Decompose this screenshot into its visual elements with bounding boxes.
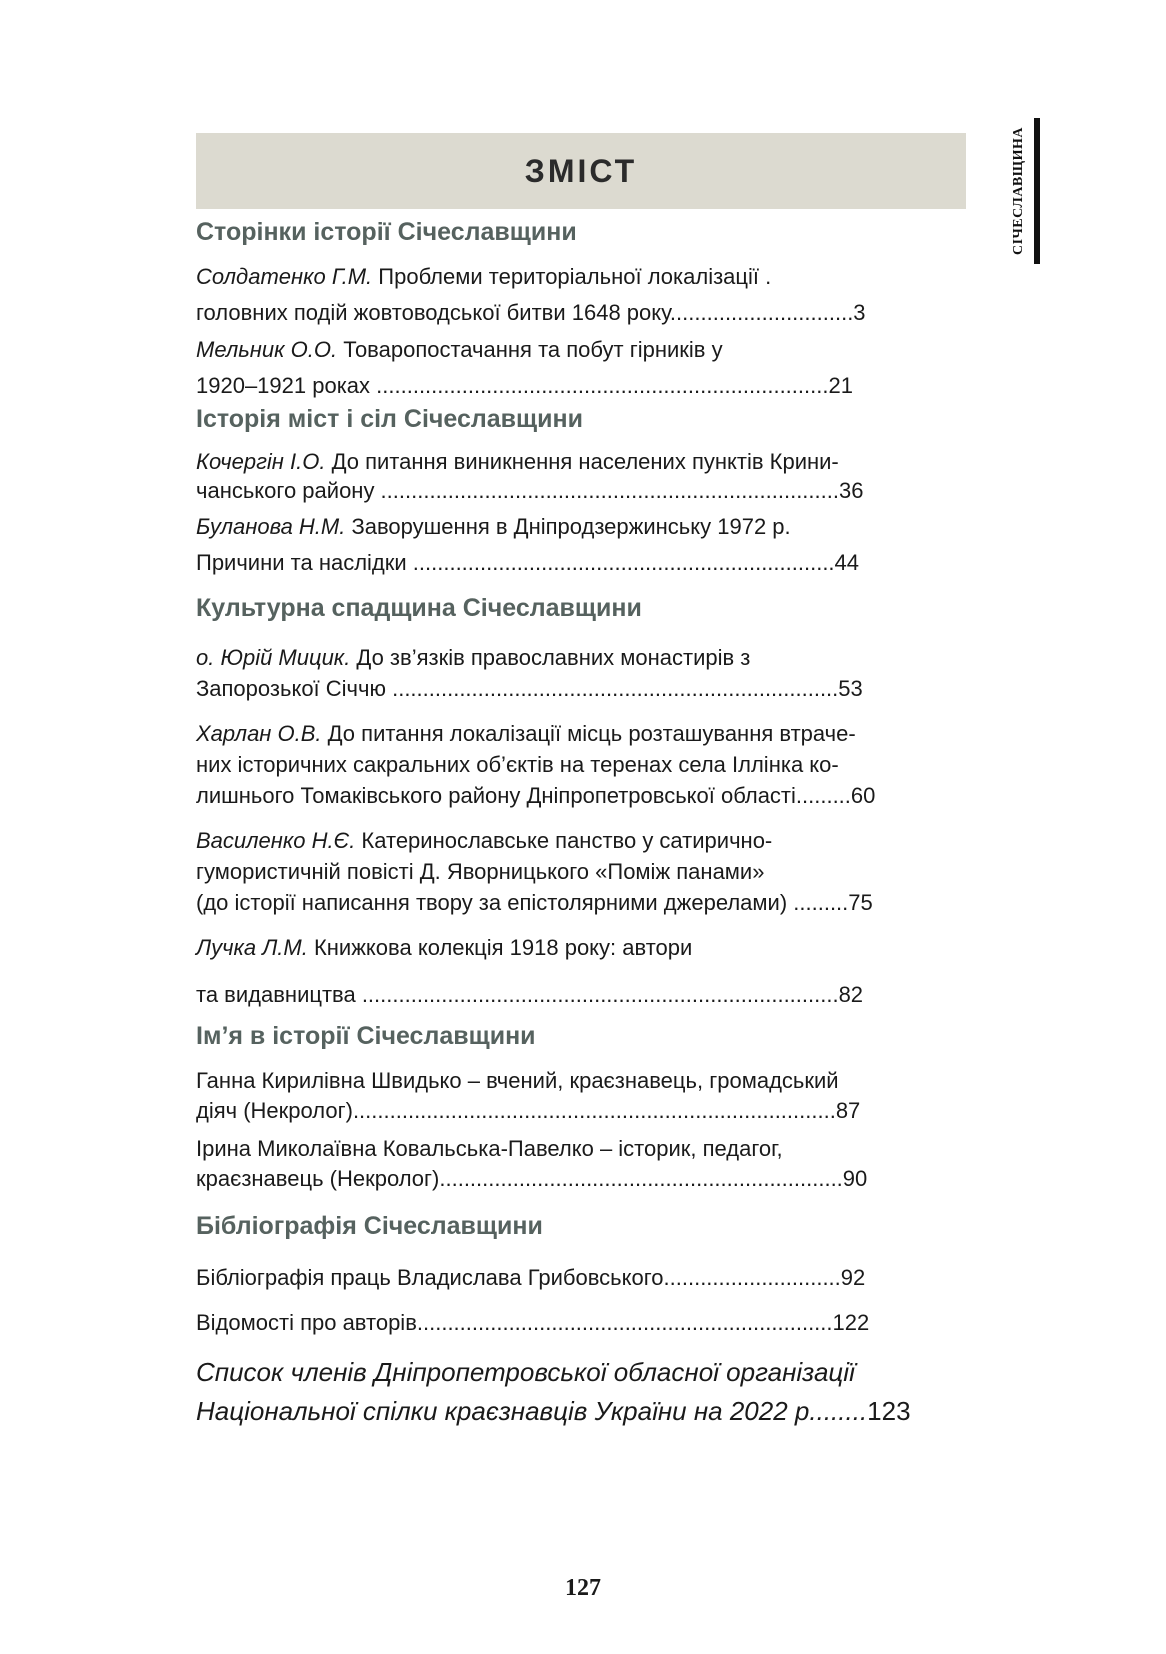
entry-author: Мельник О.О. — [196, 337, 338, 362]
entry-author: Василенко Н.Є. — [196, 828, 356, 853]
toc-entry-line: о. Юрій Мицик. До зв’язків православних монастирів з — [196, 645, 751, 670]
entry-author: Буланова Н.М. — [196, 514, 346, 539]
toc-entry-line: Харлан О.В. До питання локалізації місць розташування втраче- — [196, 721, 856, 746]
toc-entry-line: чанського району ...........................................................................36 — [196, 478, 864, 503]
toc-entry-line: них історичних сакральних об’єктів на теренах села Іллінка ко- — [196, 752, 839, 777]
toc-entry-line: лишнього Томаківського району Дніпропетровської області.........60 — [196, 783, 876, 808]
entry-author: о. Юрій Мицик. — [196, 645, 351, 670]
section-heading: Сторінки історії Січеславщини — [196, 218, 577, 246]
final-entry-line: Національної спілки краєзнавців України на 2022 р........123 — [196, 1396, 911, 1426]
entry-author: Кочергін І.О. — [196, 449, 326, 474]
toc-entry-line: Кочергін І.О. До питання виникнення населених пунктів Крини- — [196, 449, 839, 474]
title-banner — [196, 133, 966, 209]
final-entry-line: Список членів Дніпропетровської обласної організації — [196, 1357, 855, 1387]
toc-entry-line: Запорозької Січчю .........................................................................53 — [196, 676, 863, 701]
section-heading: Культурна спадщина Січеславщини — [196, 594, 642, 622]
toc-entry-line: та видавництва ..............................................................................82 — [196, 982, 864, 1007]
toc-entry-line: Ганна Кирилівна Швидько – вчений, краєзнавець, громадський — [196, 1068, 839, 1093]
toc-entry-line: 1920–1921 роках ..........................................................................21 — [196, 373, 853, 398]
journal-logo — [1000, 118, 1046, 264]
toc-entry-line: Ірина Миколаївна Ковальська-Павелко – історик, педагог, — [196, 1136, 783, 1161]
final-entry-page: 123 — [867, 1396, 911, 1426]
toc-entry-line: гумористичній повісті Д. Яворницького «Поміж панами» — [196, 859, 765, 884]
entry-author: Солдатенко Г.М. — [196, 264, 373, 289]
toc-entry-line: Василенко Н.Є. Катеринославське панство у сатирично- — [196, 828, 773, 853]
toc-entry-line: (до історії написання твору за епістолярними джерелами) .........75 — [196, 890, 873, 915]
section-heading: Ім’я в історії Січеславщини — [196, 1022, 536, 1050]
toc-entry-line: Відомості про авторів....................................................................122 — [196, 1310, 870, 1335]
section-heading: Бібліографія Січеславщини — [196, 1212, 543, 1240]
toc-entry-line: Причини та наслідки .....................................................................44 — [196, 550, 860, 575]
toc-entry-line: Лучка Л.М. Книжкова колекція 1918 року: автори — [196, 935, 693, 960]
toc-entry-line: Бібліографія праць Владислава Грибовського.............................92 — [196, 1265, 866, 1290]
entry-author: Харлан О.В. — [196, 721, 322, 746]
toc-entry-line: Мельник О.О. Товаропостачання та побут гірників у — [196, 337, 723, 362]
page-number: 127 — [565, 1575, 601, 1601]
toc-entry-line: головних подій жовтоводської битви 1648 року..............................3 — [196, 300, 866, 325]
entry-author: Лучка Л.М. — [196, 935, 308, 960]
toc-entry-line: краєзнавець (Некролог)..................................................................90 — [196, 1166, 868, 1191]
toc-entry-line: Солдатенко Г.М. Проблеми територіальної локалізації . — [196, 264, 772, 289]
logo-bar — [1034, 118, 1040, 264]
toc-entry-line: діяч (Некролог)...............................................................................87 — [196, 1098, 861, 1123]
page-title: ЗМІСТ — [524, 152, 638, 189]
toc-entry-line: Буланова Н.М. Заворушення в Дніпродзержинську 1972 р. — [196, 514, 791, 539]
section-heading: Історія міст і сіл Січеславщини — [196, 405, 583, 433]
logo-text: СІЧЕСЛАВЩИНА — [1011, 126, 1026, 256]
